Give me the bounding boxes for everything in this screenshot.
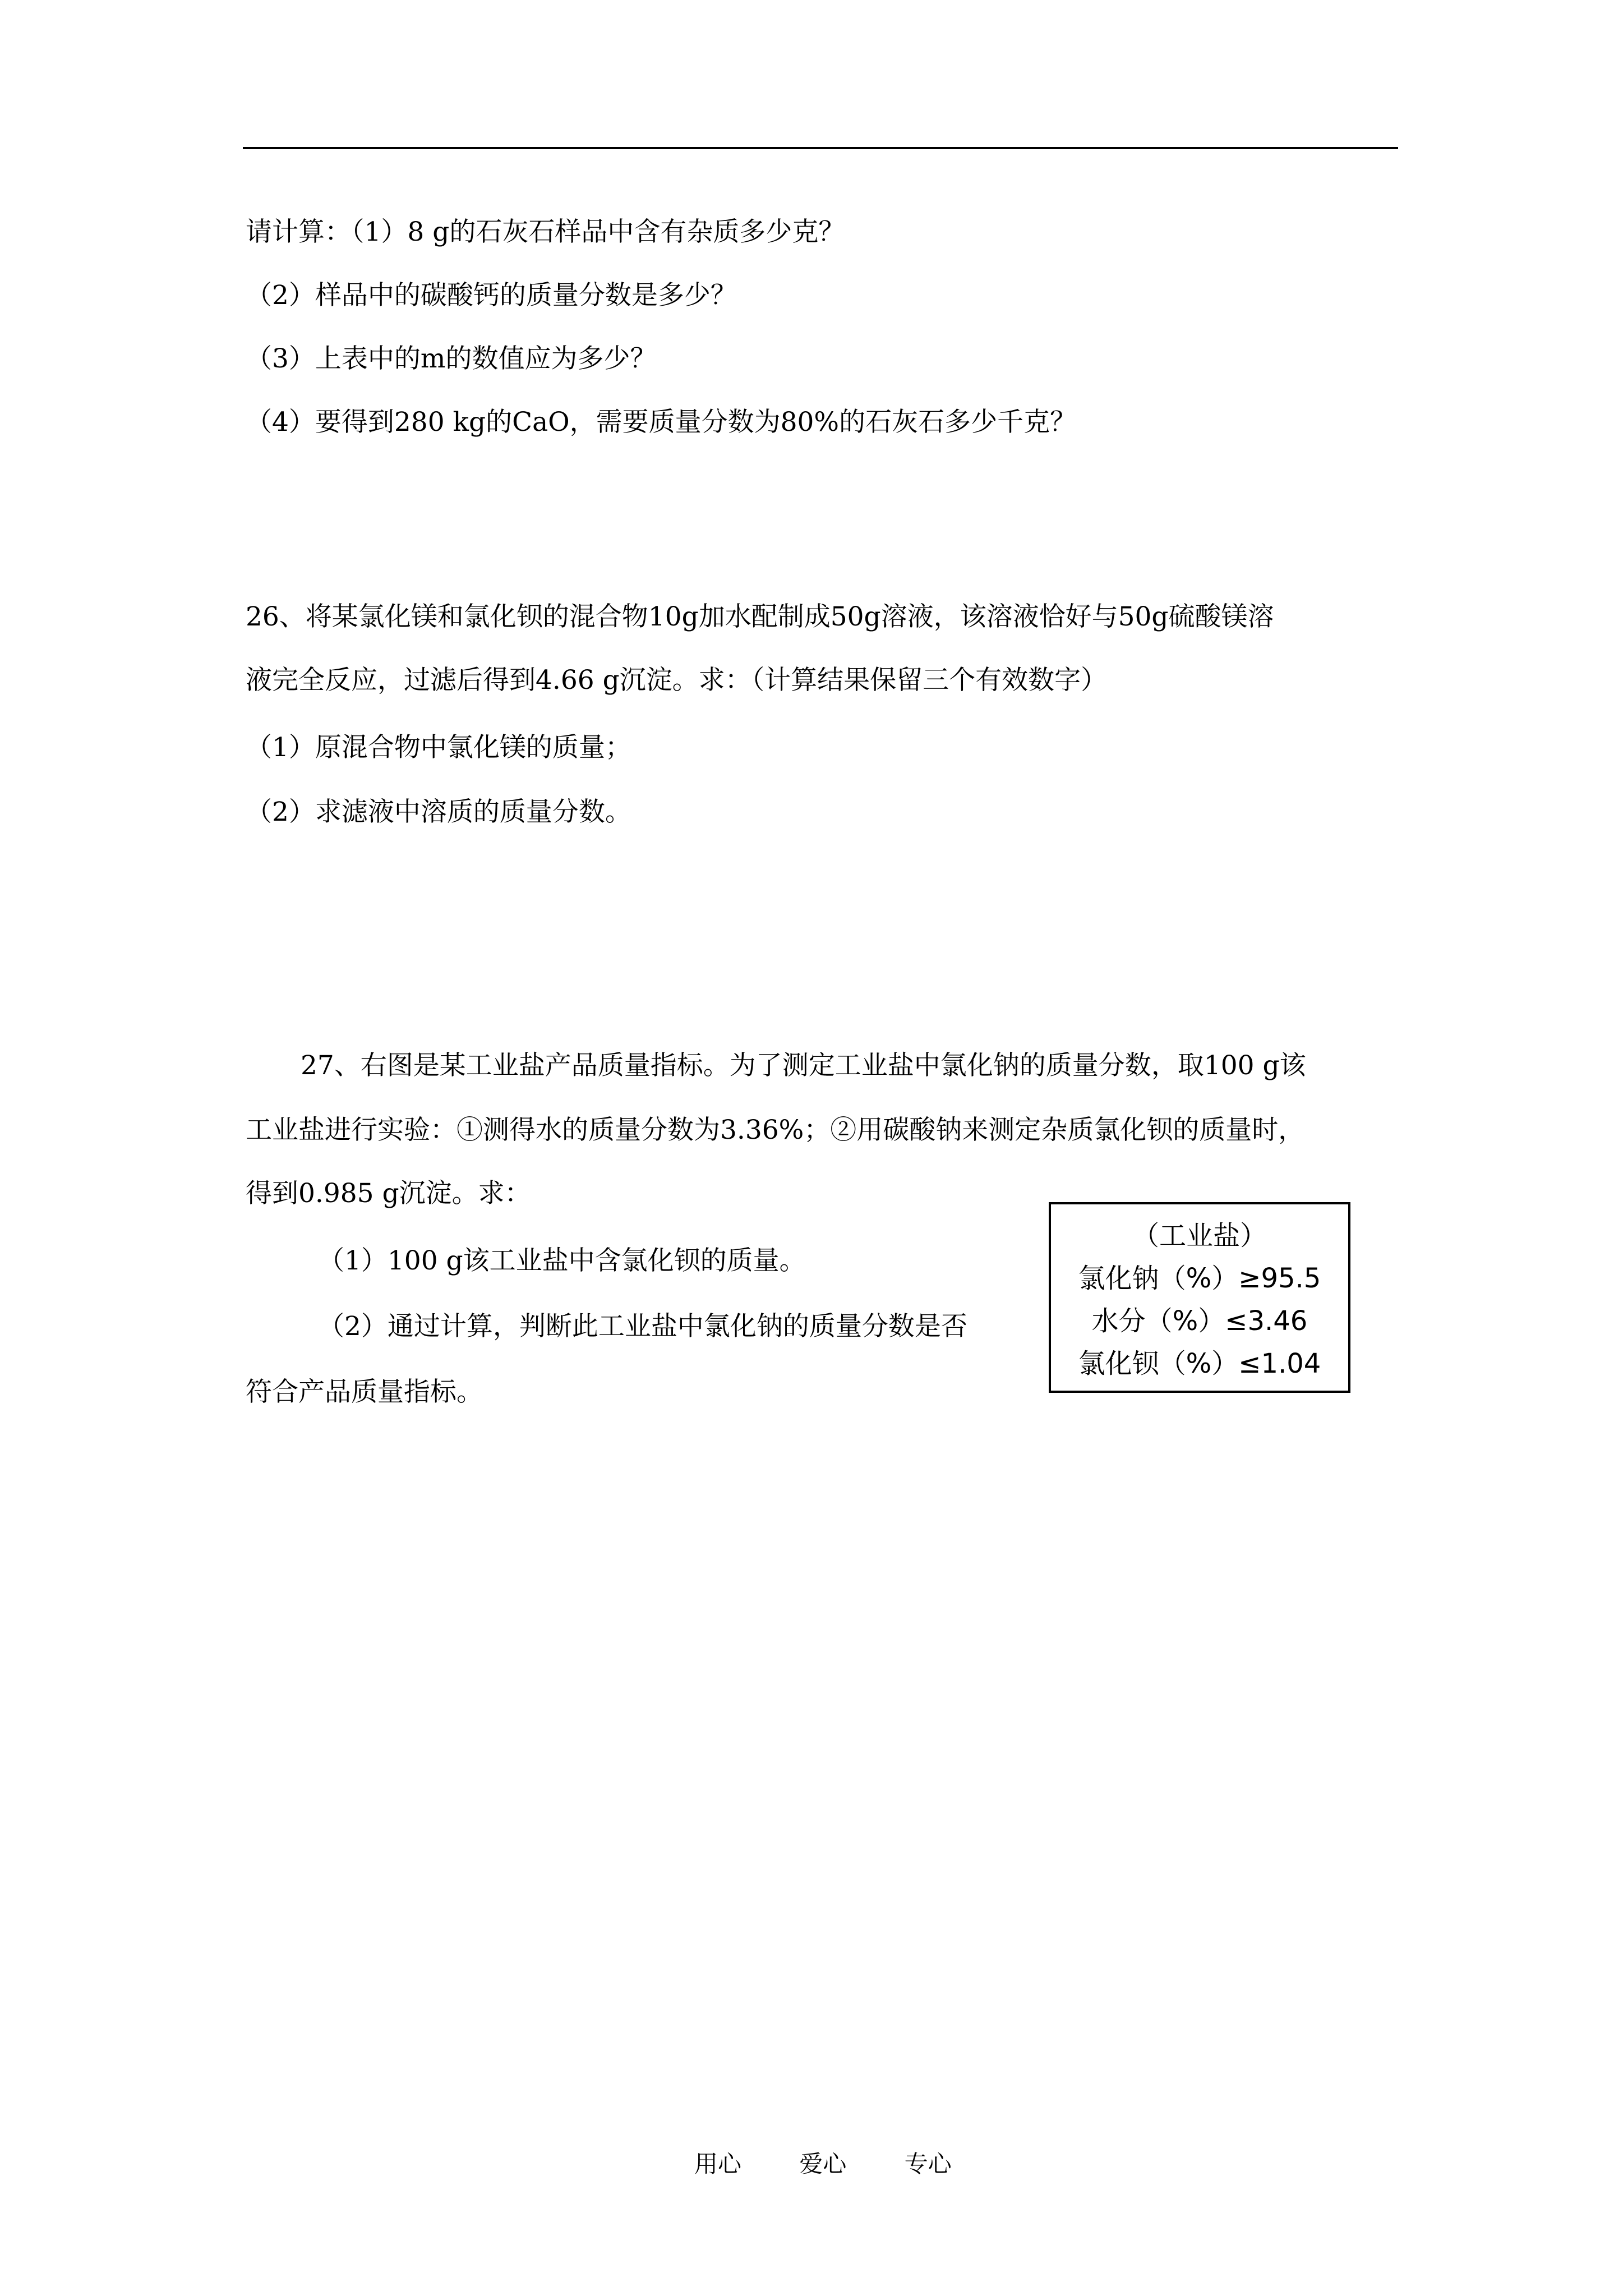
problem-27-question-2-continued: 符合产品质量指标。 [246,1377,483,1407]
prev-question-4: （4）要得到280 kg的CaO，需要质量分数为80%的石灰石多少千克？ [246,407,1077,438]
spec-row-water: 水分（%）≤3.46 [1091,1305,1308,1337]
prev-question-intro: 请计算：（1）8 g的石灰石样品中含有杂质多少克？ [246,217,845,247]
problem-27-line-1: 27、右图是某工业盐产品质量指标。为了测定工业盐中氯化钠的质量分数，取100 g该 [301,1050,1306,1081]
spec-title: （工业盐） [1132,1220,1267,1251]
problem-27-line-3: 得到0.985 g沉淀。求： [246,1178,531,1209]
footer-item: 专心 [904,2150,952,2178]
footer-item: 用心 [694,2150,742,2178]
problem-26-line-1: 26、将某氯化镁和氯化钡的混合物10g加水配制成50g溶液，该溶液恰好与50g硫酸镁溶 [246,601,1274,632]
header-rule [243,147,1398,149]
problem-26-question-2: （2）求滤液中溶质的质量分数。 [246,797,631,827]
spec-row-sodium-chloride: 氯化钠（%）≥95.5 [1078,1263,1321,1294]
industrial-salt-spec-box [1049,1202,1350,1393]
problem-27-question-2: （2）通过计算，判断此工业盐中氯化钠的质量分数是否 [318,1311,967,1342]
prev-question-2: （2）样品中的碳酸钙的质量分数是多少？ [246,280,737,311]
problem-26-line-2: 液完全反应，过滤后得到4.66 g沉淀。求：（计算结果保留三个有效数字） [246,665,1108,696]
spec-row-barium-chloride: 氯化钡（%）≤1.04 [1078,1348,1321,1379]
problem-27-line-2: 工业盐进行实验：①测得水的质量分数为3.36%；②用碳酸钠来测定杂质氯化钡的质量时， [246,1115,1305,1145]
problem-27-question-1: （1）100 g该工业盐中含氯化钡的质量。 [318,1245,806,1276]
page-footer [694,2150,952,2179]
prev-question-3: （3）上表中的m的数值应为多少？ [246,343,657,374]
footer-item: 爱心 [799,2150,847,2178]
problem-26-question-1: （1）原混合物中氯化镁的质量； [246,732,631,763]
